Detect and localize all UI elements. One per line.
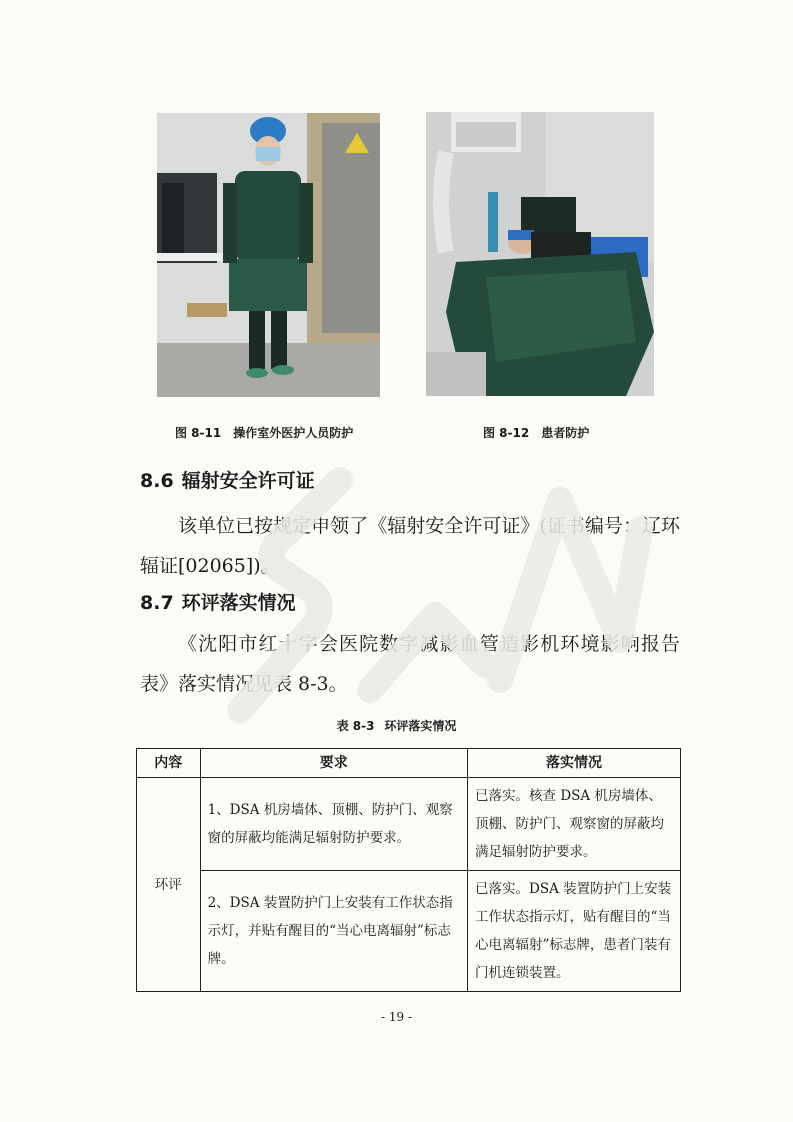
figure-number: 图 8-12 bbox=[483, 426, 530, 440]
page-number: - 19 - bbox=[380, 1010, 412, 1024]
category-cell: 环评 bbox=[137, 778, 201, 992]
table-header-row bbox=[137, 749, 681, 778]
table-row bbox=[137, 778, 681, 871]
figure-caption-text: 操作室外医护人员防护 bbox=[233, 426, 354, 440]
implementation-cell: 已落实。核查 DSA 机房墙体、顶棚、防护门、观察窗的屏蔽均满足辐射防护要求。 bbox=[468, 778, 681, 871]
requirement-cell: 2、DSA 装置防护门上安装有工作状态指示灯，并贴有醒目的“当心电离辐射”标志牌。 bbox=[200, 871, 467, 992]
section-number: 8.6 bbox=[140, 470, 174, 492]
table-header: 落实情况 bbox=[468, 749, 681, 778]
table-caption bbox=[0, 717, 793, 734]
section-title: 辐射安全许可证 bbox=[181, 470, 315, 492]
requirements-table bbox=[136, 748, 681, 992]
figure-caption bbox=[175, 424, 353, 441]
figure-caption-text: 患者防护 bbox=[541, 426, 590, 440]
patient-protection-photo bbox=[426, 112, 654, 396]
section-paragraph: 《沈阳市红十字会医院数字减影血管造影机环境影响报告表》落实情况见表 8-3。 bbox=[140, 633, 680, 695]
section-number: 8.7 bbox=[140, 592, 174, 614]
section-title: 环评落实情况 bbox=[181, 592, 296, 614]
table-header: 要求 bbox=[200, 749, 467, 778]
requirement-cell: 1、DSA 机房墙体、顶棚、防护门、观察窗的屏蔽均能满足辐射防护要求。 bbox=[200, 778, 467, 871]
table-row bbox=[137, 871, 681, 992]
table-number: 表 8-3 bbox=[336, 719, 375, 733]
section-paragraph: 该单位已按规定申领了《辐射安全许可证》(证书编号：辽环辐证[02065])。 bbox=[140, 515, 680, 577]
section-heading bbox=[140, 588, 296, 615]
staff-protection-photo bbox=[157, 113, 380, 397]
implementation-cell: 已落实。DSA 装置防护门上安装工作状态指示灯，贴有醒目的“当心电离辐射”标志牌，患者门装有门机连锁装置。 bbox=[468, 871, 681, 992]
figure-number: 图 8-11 bbox=[175, 426, 222, 440]
table-title: 环评落实情况 bbox=[384, 719, 457, 733]
section-heading bbox=[140, 466, 315, 493]
table-header: 内容 bbox=[137, 749, 201, 778]
figure-caption bbox=[483, 424, 589, 441]
